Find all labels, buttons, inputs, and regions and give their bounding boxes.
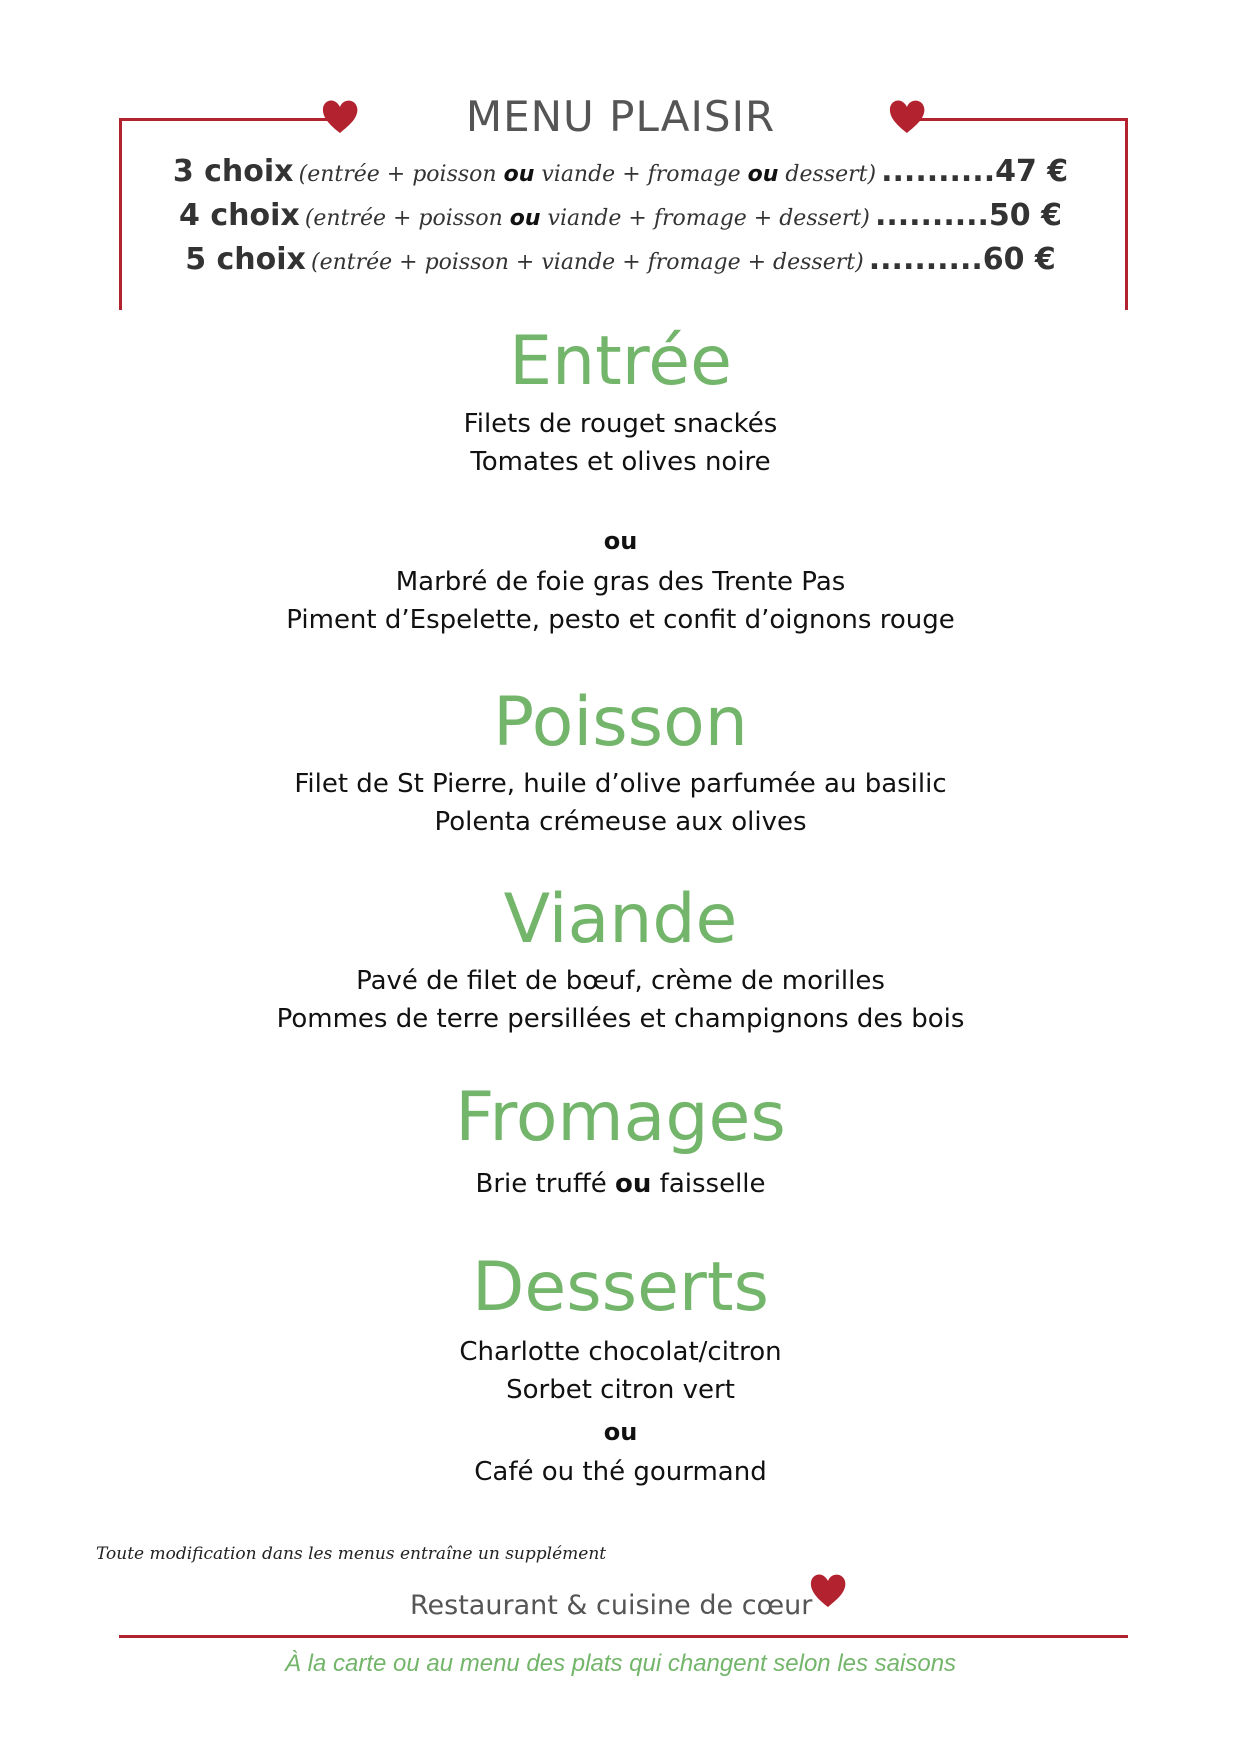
choice-detail: (entrée + poisson ou viande + fromage + dessert) (304, 206, 870, 231)
desserts-ou: ou (603, 1418, 638, 1446)
choice-detail: (entrée + poisson + viande + fromage + dessert) (310, 250, 864, 275)
brand-text: Restaurant & cuisine de cœur (410, 1590, 813, 1621)
dish-line: Pommes de terre persillées et champignons des bois (276, 1004, 965, 1034)
dish-line: Filets de rouget snackés (463, 409, 778, 439)
choice-price: ..........47 € (881, 154, 1069, 189)
choice-label: 4 choix (179, 198, 300, 233)
footer-divider (119, 1635, 1128, 1638)
modification-note: Toute modification dans les menus entraîne un supplément (96, 1544, 607, 1564)
dish-line: Polenta crémeuse aux olives (434, 807, 807, 837)
entree-dish-2 (0, 563, 1241, 639)
tagline: À la carte ou au menu des plats qui changent selon les saisons (284, 1650, 957, 1677)
desserts-dish (0, 1333, 1241, 1409)
dish-line: Café ou thé gourmand (474, 1457, 767, 1487)
price-row-3 (0, 154, 1241, 189)
choice-detail: (entrée + poisson ou viande + fromage ou dessert) (298, 162, 877, 187)
viande-dish (0, 962, 1241, 1038)
entree-dish-1 (0, 405, 1241, 481)
poisson-dish (0, 765, 1241, 841)
heart-icon-footer (808, 1570, 848, 1610)
dish-line: Pavé de filet de bœuf, crème de morilles (356, 966, 885, 996)
dish-line: Charlotte chocolat/citron (459, 1337, 782, 1367)
entree-ou: ou (603, 527, 638, 555)
ou-word: ou (615, 1169, 652, 1199)
section-title-viande: Viande (503, 880, 738, 959)
dish-line: Sorbet citron vert (506, 1375, 735, 1405)
menu-title: MENU PLAISIR (465, 92, 776, 141)
dish-line: Marbré de foie gras des Trente Pas (395, 567, 846, 597)
section-title-desserts: Desserts (472, 1248, 769, 1327)
dish-text: Brie truffé (475, 1169, 616, 1199)
dish-line: Tomates et olives noire (470, 447, 771, 477)
section-title-fromages: Fromages (455, 1078, 786, 1157)
price-row-4 (0, 198, 1241, 233)
choice-price: ..........50 € (874, 198, 1062, 233)
dish-line: Filet de St Pierre, huile d’olive parfumée au basilic (294, 769, 947, 799)
section-title-poisson: Poisson (493, 683, 748, 762)
choice-price: ..........60 € (868, 242, 1056, 277)
choice-label: 5 choix (185, 242, 306, 277)
fromages-dish (0, 1165, 1241, 1203)
desserts-dish-2 (0, 1453, 1241, 1491)
section-title-entree: Entrée (509, 322, 732, 401)
dish-line: Piment d’Espelette, pesto et confit d’oignons rouge (286, 605, 955, 635)
dish-text: faisselle (651, 1169, 766, 1199)
choice-label: 3 choix (172, 154, 294, 189)
price-row-5 (0, 242, 1241, 277)
